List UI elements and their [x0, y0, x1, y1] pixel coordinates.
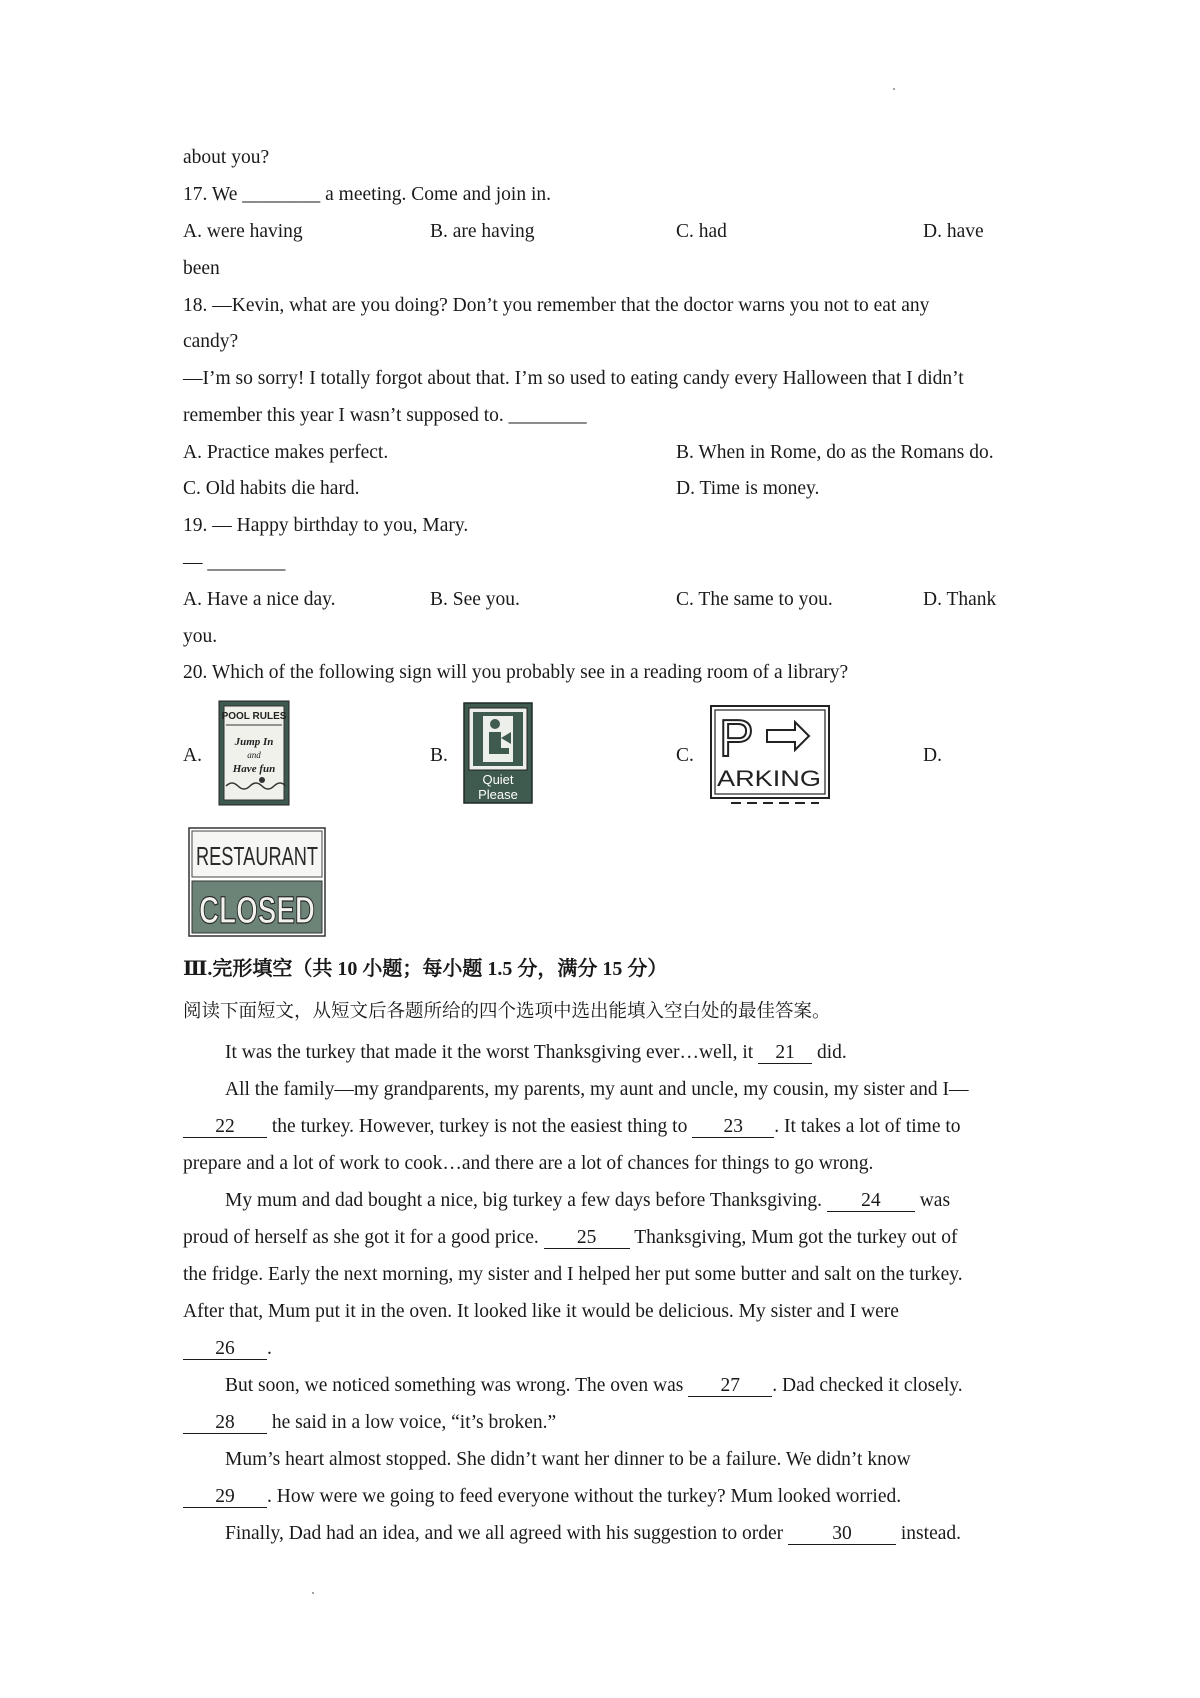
sign-b-line-1: Quiet — [482, 772, 514, 787]
blank-29: 29 — [183, 1487, 267, 1508]
blank-30: 30 — [788, 1524, 896, 1545]
q17-option-b: B. are having — [430, 221, 535, 242]
q19-option-b: B. See you. — [430, 589, 520, 610]
passage-line: Mum’s heart almost stopped. She didn’t want her dinner to be a failure. We didn’t know — [225, 1449, 911, 1470]
passage-text: It was the turkey that made it the worst Thanksgiving ever…well, it — [225, 1042, 754, 1063]
q18-option-a: A. Practice makes perfect. — [183, 442, 389, 463]
sign-c-big-letter: P — [719, 710, 754, 768]
q19-line-1: 19. — Happy birthday to you, Mary. — [183, 515, 469, 536]
sign-c-text: ARKING — [717, 766, 821, 791]
scan-speck — [893, 88, 895, 90]
q18-line-1: 18. —Kevin, what are you doing? Don’t you remember that the doctor warns you not to eat any — [183, 295, 930, 316]
q17-blank: ________ — [242, 184, 321, 205]
sign-a-title: POOL RULES — [221, 711, 287, 722]
q19-option-c: C. The same to you. — [676, 589, 833, 610]
q17-stem-prefix: 17. We — [183, 184, 238, 205]
blank-21: 21 — [758, 1043, 812, 1064]
passage-text: instead. — [900, 1523, 961, 1544]
q19-blank: ________ — [207, 552, 286, 573]
passage-text: . How were we going to feed everyone without the turkey? Mum looked worried. — [267, 1486, 902, 1507]
passage-line — [183, 1485, 901, 1509]
q16-tail: about you? — [183, 147, 270, 168]
passage-line: prepare and a lot of work to cook…and there are a lot of chances for things to go wrong. — [183, 1153, 874, 1174]
q17-option-a: A. were having — [183, 221, 303, 242]
parking-sign-image — [709, 704, 835, 806]
passage-text: . — [267, 1338, 272, 1359]
q17-stem — [183, 183, 551, 207]
sign-a-line-3: Have fun — [232, 763, 276, 775]
q19-option-d: D. Thank — [923, 589, 997, 610]
sign-b-line-2: Please — [478, 787, 518, 802]
q18-line-4-text: remember this year I wasn’t supposed to. — [183, 405, 504, 426]
sign-d-bottom: CLOSED — [199, 890, 315, 932]
passage-line: the fridge. Early the next morning, my sister and I helped her put some butter and salt on the turkey. — [183, 1264, 963, 1285]
q18-line-2: candy? — [183, 331, 239, 352]
q19-option-d-wrap: you. — [183, 626, 218, 647]
section-3-heading: Ⅲ.完形填空（共 10 小题；每小题 1.5 分，满分 15 分） — [183, 958, 668, 980]
passage-line — [225, 1374, 963, 1398]
passage-line — [225, 1041, 847, 1065]
q19-dash: — — [183, 552, 203, 573]
passage-line — [183, 1226, 958, 1250]
q17-stem-suffix: a meeting. Come and join in. — [325, 184, 551, 205]
q18-option-d: D. Time is money. — [676, 478, 820, 499]
q20-label-c: C. — [676, 745, 694, 766]
sign-a-line-2: and — [247, 750, 261, 760]
passage-line: All the family—my grandparents, my parents, my aunt and uncle, my cousin, my sister and I— — [225, 1079, 969, 1100]
passage-line — [183, 1411, 556, 1435]
blank-28: 28 — [183, 1413, 267, 1434]
passage-text: . It takes a lot of time to — [774, 1116, 961, 1137]
blank-26: 26 — [183, 1339, 267, 1360]
passage-line: After that, Mum put it in the oven. It looked like it would be delicious. My sister and I were — [183, 1301, 899, 1322]
quiet-please-sign-image — [463, 702, 533, 804]
q20-label-b: B. — [430, 745, 448, 766]
passage-text: the turkey. However, turkey is not the easiest thing to — [271, 1116, 688, 1137]
q18-line-4 — [183, 404, 587, 428]
sign-d-top: RESTAURANT — [196, 841, 319, 871]
q18-option-b: B. When in Rome, do as the Romans do. — [676, 442, 994, 463]
blank-23: 23 — [692, 1117, 774, 1138]
q18-blank: ________ — [508, 405, 587, 426]
sign-a-line-1: Jump In — [234, 736, 274, 748]
blank-22: 22 — [183, 1117, 267, 1138]
passage-line — [183, 1115, 961, 1139]
q20-label-d: D. — [923, 745, 942, 766]
q20-label-a: A. — [183, 745, 202, 766]
passage-text: proud of herself as she got it for a good price. — [183, 1227, 539, 1248]
restaurant-closed-sign-image — [188, 827, 326, 937]
q20-stem: 20. Which of the following sign will you probably see in a reading room of a library? — [183, 662, 849, 683]
passage-text: My mum and dad bought a nice, big turkey a few days before Thanksgiving. — [225, 1190, 822, 1211]
passage-text: Finally, Dad had an idea, and we all agreed with his suggestion to order — [225, 1523, 784, 1544]
q18-line-3: —I’m so sorry! I totally forgot about that. I’m so used to eating candy every Halloween that I didn’t — [183, 368, 964, 389]
scan-speck — [312, 1592, 314, 1594]
passage-text: he said in a low voice, “it’s broken.” — [271, 1412, 557, 1433]
pool-rules-sign-image — [218, 700, 290, 806]
q17-option-d: D. have — [923, 221, 984, 242]
passage-line — [183, 1337, 272, 1361]
section-3-instruction: 阅读下面短文，从短文后各题所给的四个选项中选出能填入空白处的最佳答案。 — [183, 1001, 831, 1022]
q17-option-d-wrap: been — [183, 258, 220, 279]
passage-text: But soon, we noticed something was wrong. The oven was — [225, 1375, 684, 1396]
passage-line — [225, 1522, 961, 1546]
q19-option-a: A. Have a nice day. — [183, 589, 336, 610]
passage-text: Thanksgiving, Mum got the turkey out of — [634, 1227, 958, 1248]
blank-24: 24 — [827, 1191, 915, 1212]
q18-option-c: C. Old habits die hard. — [183, 478, 360, 499]
passage-text: was — [919, 1190, 951, 1211]
blank-25: 25 — [544, 1228, 630, 1249]
passage-text: did. — [816, 1042, 847, 1063]
passage-line — [225, 1189, 950, 1213]
passage-text: . Dad checked it closely. — [772, 1375, 963, 1396]
q19-line-2 — [183, 551, 285, 575]
q17-option-c: C. had — [676, 221, 727, 242]
blank-27: 27 — [688, 1376, 772, 1397]
